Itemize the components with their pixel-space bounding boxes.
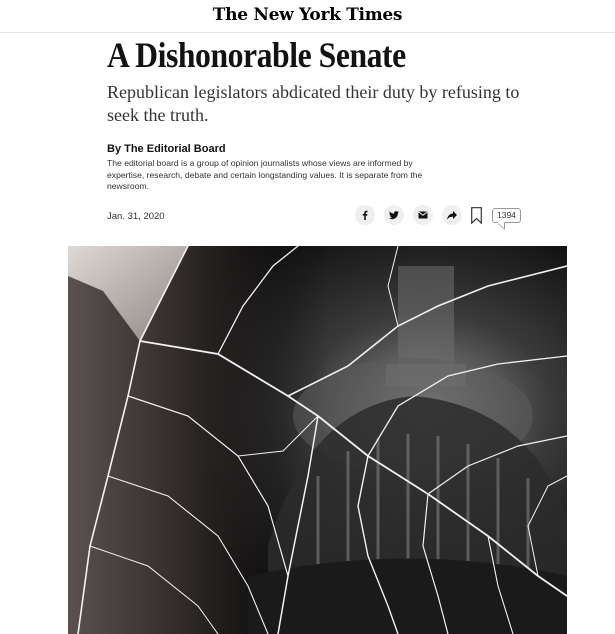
comment-count: 1394 <box>497 209 516 220</box>
twitter-share-button[interactable] <box>384 205 404 225</box>
comments-button[interactable] <box>492 208 521 223</box>
share-icon <box>447 211 457 220</box>
publish-date: Jan. 31, 2020 <box>107 211 165 222</box>
facebook-icon <box>360 210 370 220</box>
headline: A Dishonorable Senate <box>107 35 406 75</box>
email-icon <box>418 211 428 219</box>
save-button[interactable] <box>471 207 482 224</box>
share-toolbar <box>355 204 521 226</box>
email-share-button[interactable] <box>413 205 433 225</box>
bookmark-icon <box>471 207 482 224</box>
summary-dek: Republican legislators abdicated their duty by refusing to seek the truth. <box>107 82 520 125</box>
more-share-button[interactable] <box>442 205 462 225</box>
nyt-logo[interactable]: The New York Times <box>212 5 403 25</box>
facebook-share-button[interactable] <box>355 205 375 225</box>
lead-image <box>68 246 567 634</box>
masthead <box>0 0 615 33</box>
twitter-icon <box>389 211 399 220</box>
author-bio: The editorial board is a group of opinion journalists whose views are informed by expertise, research, debate and certain longstanding values. It is separate from the newsroom. <box>107 158 423 191</box>
byline[interactable]: By The Editorial Board <box>107 143 226 155</box>
